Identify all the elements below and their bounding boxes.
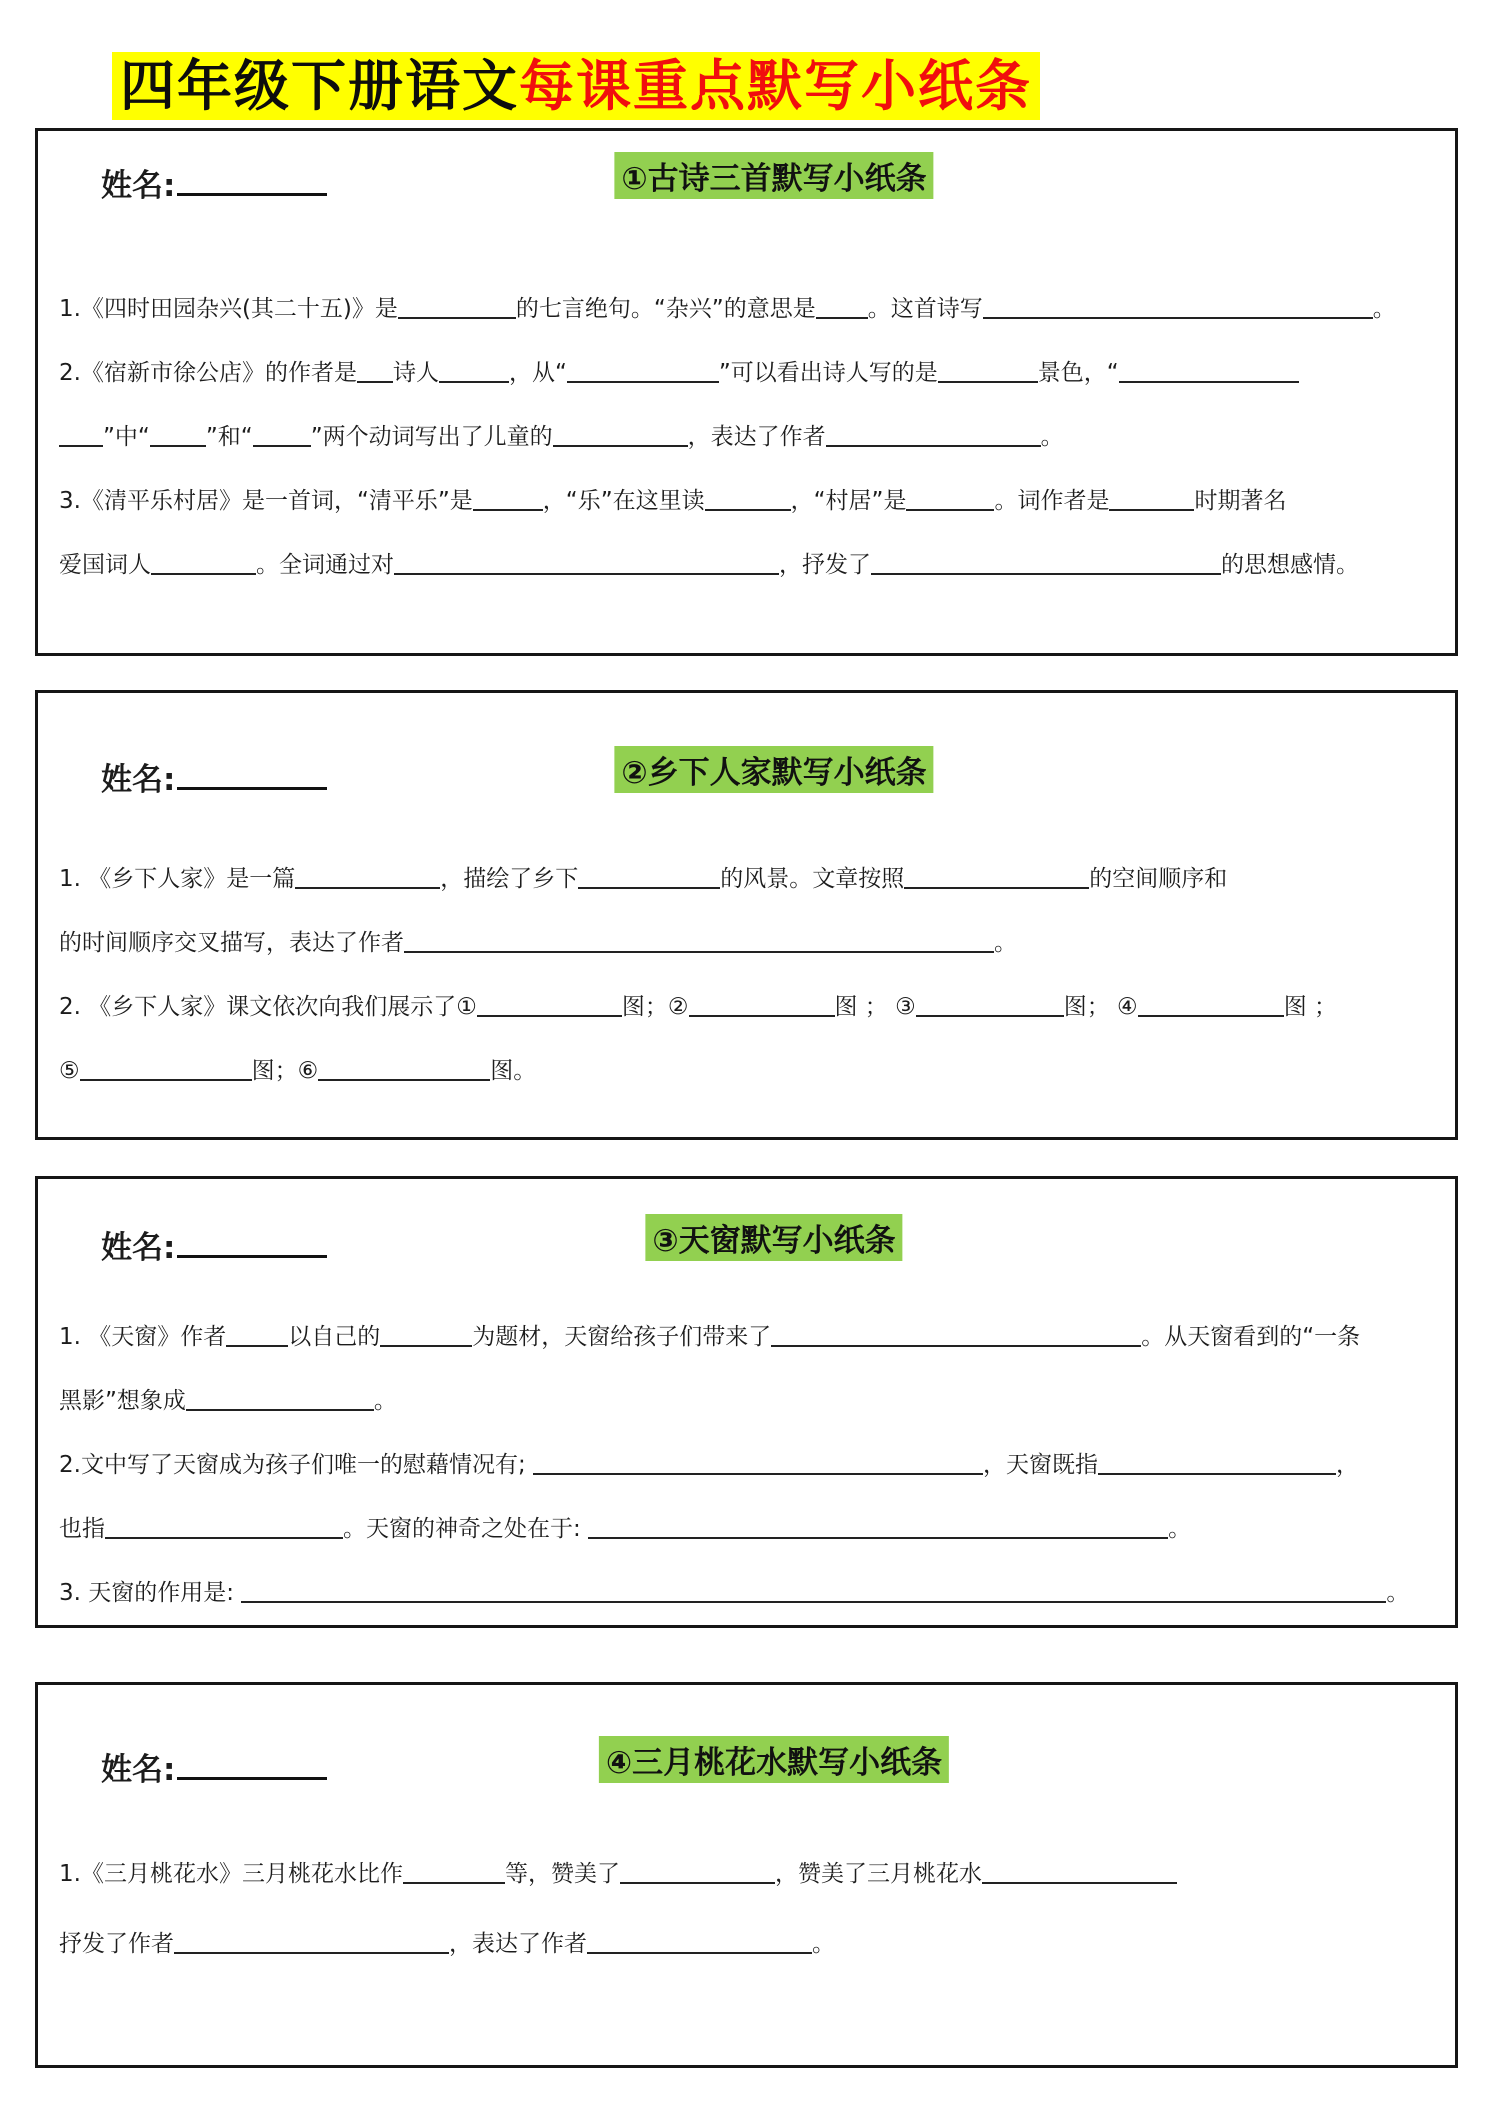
question-text: 时期著名: [1194, 488, 1287, 514]
name-label: 姓名:: [101, 168, 176, 204]
question-text: 图；②: [621, 994, 689, 1020]
question-text: 。: [994, 930, 1017, 956]
question-text: 。: [1386, 1580, 1410, 1606]
fill-in-blank[interactable]: [587, 1944, 812, 1954]
fill-in-blank[interactable]: [226, 1337, 288, 1347]
fill-in-blank[interactable]: [150, 437, 206, 447]
question-text: 。全词通过对: [256, 552, 394, 578]
section-card-1: [35, 128, 1458, 656]
fill-in-blank[interactable]: [403, 1874, 505, 1884]
question-text: ”两个动词写出了儿童的: [310, 424, 553, 450]
question-list: [59, 1305, 1434, 1625]
question-text: 图。: [490, 1058, 537, 1084]
question-text: 图；⑥: [251, 1058, 319, 1084]
question-text: 的七言绝句。“杂兴”的意思是: [515, 296, 816, 322]
question-text: 2. 《乡下人家》课文依次向我们展示了①: [59, 994, 477, 1020]
question-text: ”可以看出诗人写的是: [718, 360, 938, 386]
question-text: 黑影”想象成: [59, 1388, 186, 1414]
section-header: [59, 751, 1434, 799]
question-text: 2.文中写了天窗成为孩子们唯一的慰藉情况有;: [59, 1452, 534, 1478]
name-field: [101, 754, 327, 799]
section-card-3: [35, 1176, 1458, 1628]
question-text: ，赞美了三月桃花水: [774, 1861, 982, 1887]
fill-in-blank[interactable]: [578, 879, 720, 889]
fill-in-blank[interactable]: [1119, 373, 1299, 383]
fill-in-blank[interactable]: [439, 373, 509, 383]
name-blank[interactable]: [177, 777, 327, 790]
question-text: 抒发了作者: [59, 1931, 174, 1957]
question-text: 。: [373, 1388, 397, 1414]
question-text: ，抒发了: [779, 552, 871, 578]
question-text: 。天窗的神奇之处在于:: [343, 1516, 589, 1542]
question-list: [59, 1839, 1434, 1979]
name-blank[interactable]: [177, 1245, 327, 1258]
name-blank[interactable]: [177, 1767, 327, 1780]
question-line: [59, 1497, 1434, 1561]
name-label: 姓名:: [101, 1752, 176, 1788]
question-text: ，“乐”在这里读: [542, 488, 705, 514]
fill-in-blank[interactable]: [295, 879, 440, 889]
section-title: ④三月桃花水默写小纸条: [599, 1736, 949, 1783]
fill-in-blank[interactable]: [620, 1874, 775, 1884]
fill-in-blank[interactable]: [380, 1337, 472, 1347]
question-line: [59, 847, 1434, 911]
fill-in-blank[interactable]: [253, 437, 311, 447]
question-text: ”中“: [103, 424, 150, 450]
fill-in-blank[interactable]: [59, 437, 103, 447]
page-title: [112, 52, 1040, 120]
question-line: [59, 975, 1434, 1039]
question-line: [59, 405, 1434, 469]
question-list: [59, 277, 1434, 597]
question-line: [59, 341, 1434, 405]
fill-in-blank[interactable]: [871, 565, 1221, 575]
fill-in-blank[interactable]: [1138, 1007, 1284, 1017]
question-text: ，“村居”是: [790, 488, 907, 514]
fill-in-blank[interactable]: [916, 1007, 1064, 1017]
fill-in-blank[interactable]: [904, 879, 1089, 889]
fill-in-blank[interactable]: [174, 1944, 449, 1954]
section-title: ②乡下人家默写小纸条: [614, 746, 933, 793]
question-text: 1.《四时田园杂兴(其二十五)》是: [59, 296, 398, 322]
question-text: ，天窗既指: [983, 1452, 1099, 1478]
question-text: 以自己的: [288, 1324, 381, 1350]
question-line: [59, 1909, 1434, 1979]
fill-in-blank[interactable]: [318, 1071, 490, 1081]
question-text: 。: [1372, 296, 1396, 322]
question-text: 图； ④: [1063, 994, 1138, 1020]
question-text: 的时间顺序交叉描写，表达了作者: [59, 930, 404, 956]
section-card-2: [35, 690, 1458, 1140]
question-text: 。从天窗看到的“一条: [1141, 1324, 1361, 1350]
question-text: 1.《三月桃花水》三月桃花水比作: [59, 1861, 403, 1887]
fill-in-blank[interactable]: [404, 943, 994, 953]
fill-in-blank[interactable]: [771, 1337, 1141, 1347]
question-text: 诗人: [392, 360, 439, 386]
question-text: ”和“: [205, 424, 253, 450]
question-text: 2.《宿新市徐公店》的作者是: [59, 360, 357, 386]
question-text: 景色，“: [1037, 360, 1119, 386]
question-text: 。: [1168, 1516, 1192, 1542]
question-text: ，描绘了乡下: [440, 866, 579, 892]
question-text: 1. 《乡下人家》是一篇: [59, 866, 296, 892]
name-field: [101, 1222, 327, 1267]
name-label: 姓名:: [101, 762, 176, 798]
question-text: 为题材，天窗给孩子们带来了: [472, 1324, 772, 1350]
fill-in-blank[interactable]: [982, 1874, 1177, 1884]
question-text: 。: [1040, 424, 1064, 450]
question-line: [59, 533, 1434, 597]
fill-in-blank[interactable]: [394, 565, 779, 575]
fill-in-blank[interactable]: [186, 1401, 374, 1411]
section-title: ③天窗默写小纸条: [645, 1214, 902, 1261]
fill-in-blank[interactable]: [826, 437, 1041, 447]
question-line: [59, 911, 1434, 975]
question-text: 爱国词人: [59, 552, 151, 578]
fill-in-blank[interactable]: [151, 565, 256, 575]
page-title-subject: 每课重点默写小纸条: [519, 54, 1033, 118]
question-text: 1. 《天窗》作者: [59, 1324, 227, 1350]
fill-in-blank[interactable]: [398, 309, 516, 319]
question-text: ，: [1336, 1452, 1360, 1478]
question-line: [59, 1369, 1434, 1433]
fill-in-blank[interactable]: [1109, 501, 1194, 511]
fill-in-blank[interactable]: [938, 373, 1038, 383]
section-title: ①古诗三首默写小纸条: [614, 152, 933, 199]
question-text: 的风景。文章按照: [720, 866, 905, 892]
fill-in-blank[interactable]: [705, 501, 791, 511]
question-text: ，表达了作者: [449, 1931, 587, 1957]
question-text: ⑤: [59, 1058, 80, 1084]
question-line: [59, 469, 1434, 533]
question-text: 图 ； ③: [834, 994, 916, 1020]
name-field: [101, 1744, 327, 1789]
fill-in-blank[interactable]: [588, 1529, 1168, 1539]
question-line: [59, 1039, 1434, 1103]
fill-in-blank[interactable]: [533, 1465, 983, 1475]
question-text: 3. 天窗的作用是:: [59, 1580, 242, 1606]
question-text: 。: [812, 1931, 835, 1957]
fill-in-blank[interactable]: [1098, 1465, 1336, 1475]
section-card-4: [35, 1682, 1458, 2068]
fill-in-blank[interactable]: [906, 501, 994, 511]
question-text: 也指: [59, 1516, 105, 1542]
fill-in-blank[interactable]: [473, 501, 543, 511]
question-text: 等，赞美了: [504, 1861, 620, 1887]
question-text: 的空间顺序和: [1089, 866, 1228, 892]
fill-in-blank[interactable]: [80, 1071, 252, 1081]
question-line: [59, 1433, 1434, 1497]
question-text: 。这首诗写: [867, 296, 983, 322]
question-text: 的思想感情。: [1221, 552, 1359, 578]
question-text: 。词作者是: [994, 488, 1110, 514]
name-blank[interactable]: [177, 183, 327, 196]
question-line: [59, 1561, 1434, 1625]
question-text: ，表达了作者: [687, 424, 826, 450]
fill-in-blank[interactable]: [241, 1593, 1386, 1603]
name-field: [101, 160, 327, 205]
fill-in-blank[interactable]: [477, 1007, 622, 1017]
fill-in-blank[interactable]: [553, 437, 688, 447]
question-line: [59, 1839, 1434, 1909]
question-text: 图 ；: [1283, 994, 1337, 1020]
fill-in-blank[interactable]: [983, 309, 1373, 319]
question-text: ，从“: [508, 360, 567, 386]
question-text: 3.《清平乐村居》是一首词，“清平乐”是: [59, 488, 473, 514]
question-line: [59, 277, 1434, 341]
section-header: [59, 157, 1434, 205]
name-label: 姓名:: [101, 1230, 176, 1266]
fill-in-blank[interactable]: [357, 373, 393, 383]
section-header: [59, 1741, 1434, 1789]
fill-in-blank[interactable]: [816, 309, 868, 319]
fill-in-blank[interactable]: [567, 373, 719, 383]
question-line: [59, 1305, 1434, 1369]
section-header: [59, 1219, 1434, 1267]
fill-in-blank[interactable]: [105, 1529, 343, 1539]
page-title-grade: 四年级下册语文: [120, 54, 520, 118]
fill-in-blank[interactable]: [689, 1007, 835, 1017]
question-list: [59, 847, 1434, 1103]
